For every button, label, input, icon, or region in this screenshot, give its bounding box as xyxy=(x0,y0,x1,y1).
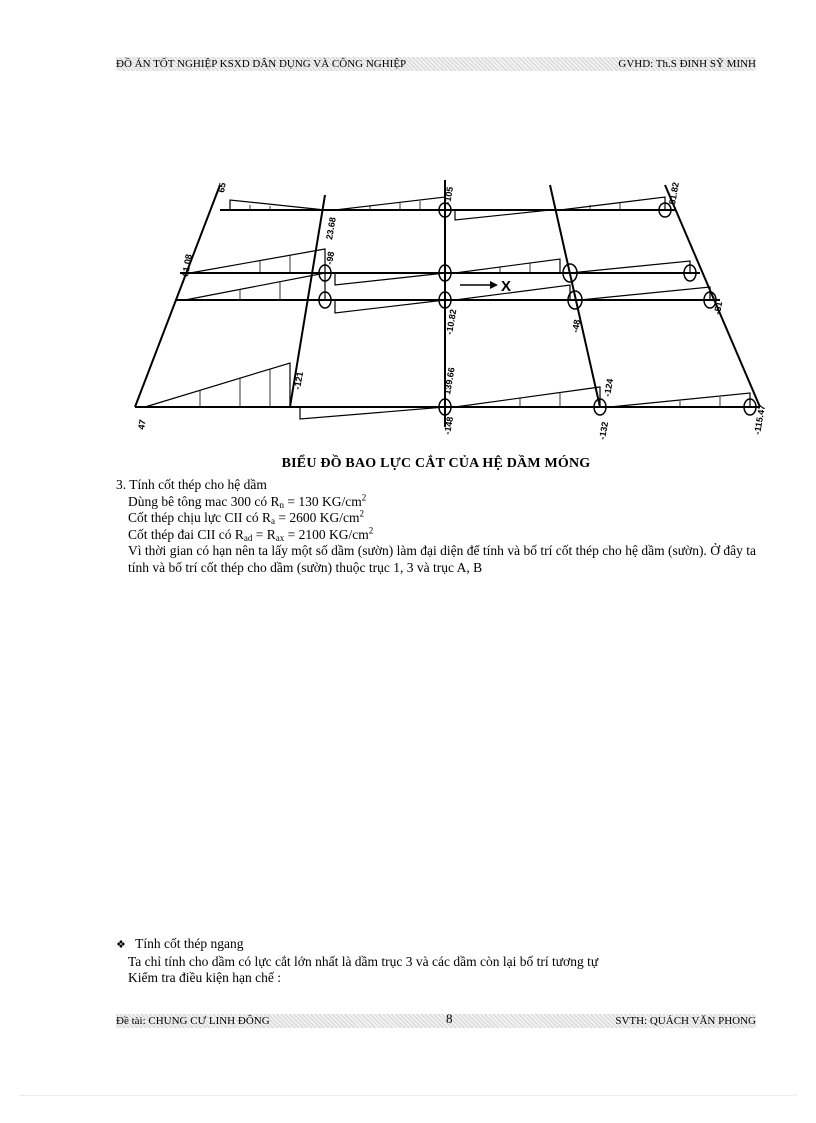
shear-tri xyxy=(455,259,560,273)
value-label: -121 xyxy=(292,370,306,391)
unit-superscript: 2 xyxy=(359,508,365,519)
shear-tri xyxy=(190,249,325,273)
shear-tri xyxy=(580,287,710,300)
diagram-caption: BIỂU ĐỒ BAO LỰC CẮT CỦA HỆ DẦM MÓNG xyxy=(281,456,591,471)
shear-tri xyxy=(230,200,325,210)
concrete-spec xyxy=(116,494,756,511)
concrete-spec-text: Dùng bê tông mac 300 có R xyxy=(128,493,280,509)
shear-force-envelope-diagram xyxy=(120,165,780,450)
x-axis-label: X xyxy=(501,278,512,295)
value-label: -124 xyxy=(602,377,616,398)
value-label: 139.66 xyxy=(442,366,457,396)
value-label: -105 xyxy=(442,185,456,206)
value-label: 65 xyxy=(216,181,228,194)
supports xyxy=(319,203,756,415)
page-number: 8 xyxy=(446,1011,453,1026)
shear-tri xyxy=(335,300,445,313)
page-header xyxy=(116,57,756,71)
subsection-title: Tính cốt thép ngang xyxy=(135,936,244,951)
beam-col-5 xyxy=(665,185,760,407)
value-label: -148 xyxy=(442,415,456,436)
section-3 xyxy=(116,477,756,576)
subsection-heading xyxy=(116,936,756,954)
x-axis-arrow xyxy=(460,278,511,295)
header-advisor: GVHD: Th.S ĐINH SỸ MINH xyxy=(618,58,756,70)
value-label: -115.47 xyxy=(752,404,768,436)
section-title: 3. Tính cốt thép cho hệ dầm xyxy=(116,477,267,492)
value-label: -10.82 xyxy=(444,308,459,336)
shear-tri xyxy=(560,197,665,210)
unit-superscript: 2 xyxy=(361,492,367,502)
hatching xyxy=(200,201,720,407)
stirrup-steel-spec xyxy=(116,527,756,544)
header-thesis-title: ĐỒ ÁN TỐT NGHIỆP KSXD DÂN DỤNG VÀ CÔNG NGHIỆP xyxy=(116,58,407,70)
shear-tri xyxy=(300,407,445,419)
value-label: 47 xyxy=(136,418,148,431)
shear-tri xyxy=(455,210,550,220)
shear-tri xyxy=(335,273,445,285)
shear-tri xyxy=(455,285,570,300)
stirrup-steel-eq: = R xyxy=(252,526,276,542)
diamond-bullet-icon: ❖ xyxy=(116,939,126,951)
rad-subscript: ad xyxy=(243,532,253,543)
value-label: -48 xyxy=(570,318,583,334)
page-footer xyxy=(116,1011,756,1028)
value-label: 51.82 xyxy=(667,181,681,206)
value-label: 23.68 xyxy=(324,216,338,241)
rax-subscript: ax xyxy=(275,532,285,543)
value-label: -132 xyxy=(597,420,611,441)
shear-tri xyxy=(455,387,600,407)
subsection-line-1: Ta chỉ tính cho dầm có lực cắt lớn nhất là dầm trục 3 và các dầm còn lại bố trí tương tự xyxy=(128,953,599,969)
beam-col-4 xyxy=(550,185,600,407)
value-labels xyxy=(136,181,767,440)
shear-tri xyxy=(145,363,290,407)
value-label: -51 xyxy=(712,300,725,316)
rn-subscript: n xyxy=(279,499,284,510)
shear-tri xyxy=(185,273,325,300)
ra-subscript: a xyxy=(271,516,276,526)
unit-superscript: 2 xyxy=(368,525,374,535)
shear-tri xyxy=(335,197,445,210)
main-steel-value: = 2600 KG/cm xyxy=(275,510,360,525)
value-label: -98 xyxy=(324,250,337,266)
section-note: Vì thời gian có hạn nên ta lấy một số dầm (sườn) làm đại diện để tính và bố trí cốt thép cho hệ dầm (sườn). Ở đây ta tính và bố trí cốt thép cho dầm (sườn) thuộc trục 1, 3 và trục A, B xyxy=(128,543,756,575)
shear-tri xyxy=(570,261,690,273)
stirrup-steel-value: = 2100 KG/cm xyxy=(284,526,369,542)
footer-project: Đề tài: CHUNG CƯ LINH ĐÔNG xyxy=(116,1015,270,1027)
x-axis-arrowhead xyxy=(490,281,498,289)
main-steel-spec xyxy=(116,510,756,527)
subsection-stirrups xyxy=(116,936,756,987)
subsection-line-2: Kiểm tra điều kiện hạn chế : xyxy=(128,970,281,985)
page-bottom-divider xyxy=(20,1095,796,1096)
concrete-spec-value: = 130 KG/cm xyxy=(283,493,362,509)
value-label: 61.08 xyxy=(180,253,194,278)
main-steel-text: Cốt thép chịu lực CII có R xyxy=(128,510,272,525)
stirrup-steel-text: Cốt thép đai CII có R xyxy=(128,526,244,542)
footer-student: SVTH: QUÁCH VĂN PHONG xyxy=(615,1015,756,1027)
